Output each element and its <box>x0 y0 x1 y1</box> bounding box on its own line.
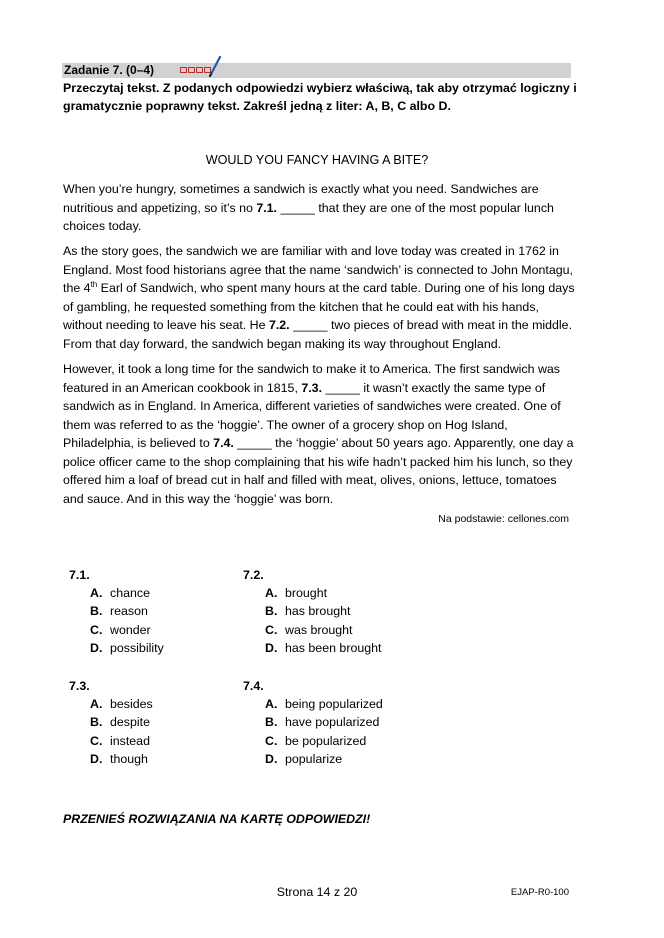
question-label-7-4: 7.4. <box>243 679 264 693</box>
option-letter: D. <box>265 641 278 656</box>
text-title: WOULD YOU FANCY HAVING A BITE? <box>205 153 429 167</box>
option-letter: B. <box>90 715 103 730</box>
task-header <box>62 63 571 78</box>
option-text: possibility <box>110 641 164 656</box>
options-7-4 <box>265 695 383 769</box>
option-7-2-b[interactable] <box>265 602 381 620</box>
ordinal-suffix: th <box>90 280 98 289</box>
option-7-4-b[interactable] <box>265 713 383 731</box>
document-code: EJAP-R0-100 <box>510 887 569 898</box>
option-7-4-d[interactable] <box>265 750 383 768</box>
option-7-1-a[interactable] <box>90 584 164 602</box>
option-text: instead <box>110 733 150 748</box>
score-box <box>180 67 187 73</box>
option-text: be popularized <box>285 733 367 748</box>
option-7-3-a[interactable] <box>90 695 153 713</box>
option-text: wonder <box>110 622 151 637</box>
paragraph-3-part: _____ the ‘hoggie’ about 50 years ago. Apparently, one day a police officer came to the shop complaining that his wife hadn’t packed him his lunch, so they offered him a loaf of bread cut in half and filled with meat, olives, onions, lettuce, tomatoes and sauce. And in this way the ‘hoggie’ was born. <box>63 436 574 506</box>
option-text: have popularized <box>285 715 380 730</box>
option-7-4-a[interactable] <box>265 695 383 713</box>
score-box <box>188 67 195 73</box>
option-letter: D. <box>90 641 103 656</box>
option-text: popularize <box>285 752 343 767</box>
options-7-1 <box>90 584 164 658</box>
option-text: chance <box>110 586 150 600</box>
option-letter: B. <box>265 715 278 730</box>
option-7-3-c[interactable] <box>90 732 153 750</box>
option-text: though <box>110 752 148 767</box>
page-number: Strona 14 z 20 <box>276 885 358 899</box>
gap-7-3: 7.3. <box>301 380 323 395</box>
paragraph-1-part: When you’re hungry, sometimes a sandwich is exactly what you need. Sandwiches are nutritious and appetizing, so it’s no <box>63 182 539 215</box>
gap-7-2: 7.2. <box>268 318 290 332</box>
option-letter: B. <box>90 604 103 619</box>
paragraph-2-part: Earl of Sandwich, who spent many hours at the card table. During one of his long days of gambling, he requested something from the kitchen that he could eat with his hands, without needing to leave his seat. He <box>63 281 575 332</box>
option-7-1-c[interactable] <box>90 621 164 639</box>
paragraph-2 <box>63 242 575 353</box>
question-label-7-3: 7.3. <box>69 679 90 693</box>
option-text: has been brought <box>285 641 382 656</box>
option-letter: B. <box>265 604 278 619</box>
option-text: was brought <box>285 622 353 637</box>
pen-icon <box>208 55 222 77</box>
option-letter: A. <box>265 586 278 600</box>
option-7-2-a[interactable] <box>265 584 381 602</box>
option-7-2-d[interactable] <box>265 639 381 657</box>
option-text: besides <box>110 697 153 711</box>
paragraph-1 <box>63 180 575 236</box>
source-note: Na podstawie: cellones.com <box>438 513 569 525</box>
option-letter: C. <box>90 733 103 748</box>
paragraph-3-part: _____ it wasn’t exactly the same type of sandwich as in England. In America, different varieties of sandwiches were created. One of them was referred to as the ‘hoggie’. The owner of a grocery shop on Hog Island, Philadelphia, is believed to <box>63 380 561 450</box>
gap-7-1: 7.1. <box>256 200 277 215</box>
option-text: despite <box>110 715 150 730</box>
score-boxes-icon <box>180 67 211 73</box>
gap-7-4: 7.4. <box>213 436 234 450</box>
paragraph-1-part: _____ that they are one of the most popular lunch choices today. <box>63 200 554 233</box>
task-title: Zadanie 7. (0–4) <box>64 63 155 77</box>
transfer-answers-note: PRZENIEŚ ROZWIĄZANIA NA KARTĘ ODPOWIEDZI! <box>63 812 371 826</box>
option-text: has brought <box>285 604 351 619</box>
option-letter: A. <box>90 697 103 711</box>
option-letter: A. <box>90 586 103 600</box>
option-text: being popularized <box>285 697 383 711</box>
option-text: reason <box>110 604 148 619</box>
option-letter: D. <box>265 752 278 767</box>
paragraph-2-part: _____ two pieces of bread with meat in the middle. From that day forward, the sandwich began making its way throughout England. <box>63 318 573 351</box>
option-7-3-d[interactable] <box>90 750 153 768</box>
option-7-3-b[interactable] <box>90 713 153 731</box>
options-7-2 <box>265 584 381 658</box>
option-letter: C. <box>265 733 278 748</box>
option-letter: D. <box>90 752 103 767</box>
option-letter: C. <box>90 622 103 637</box>
task-instructions: Przeczytaj tekst. Z podanych odpowiedzi wybierz właściwą, tak aby otrzymać logiczny i gramatycznie poprawny tekst. Zakreśl jedną z liter: A, B, C albo D. <box>63 81 577 113</box>
options-7-3 <box>90 695 153 769</box>
option-7-2-c[interactable] <box>265 621 381 639</box>
score-box <box>196 67 203 73</box>
option-7-4-c[interactable] <box>265 732 383 750</box>
paragraph-3 <box>63 360 575 508</box>
question-label-7-2: 7.2. <box>243 568 264 582</box>
option-letter: A. <box>265 697 278 711</box>
option-7-1-d[interactable] <box>90 639 164 657</box>
option-text: brought <box>285 586 328 600</box>
question-label-7-1: 7.1. <box>69 568 90 582</box>
paragraph-2-part: As the story goes, the sandwich we are familiar with and love today was created in 1762 in England. Most food historians agree that the name ‘sandwich’ is connected to John Montagu, the 4 <box>63 244 573 295</box>
option-7-1-b[interactable] <box>90 602 164 620</box>
option-letter: C. <box>265 622 278 637</box>
paragraph-3-part: However, it took a long time for the sandwich to make it to America. The first sandwich was featured in an American cookbook in 1815, <box>63 362 560 395</box>
